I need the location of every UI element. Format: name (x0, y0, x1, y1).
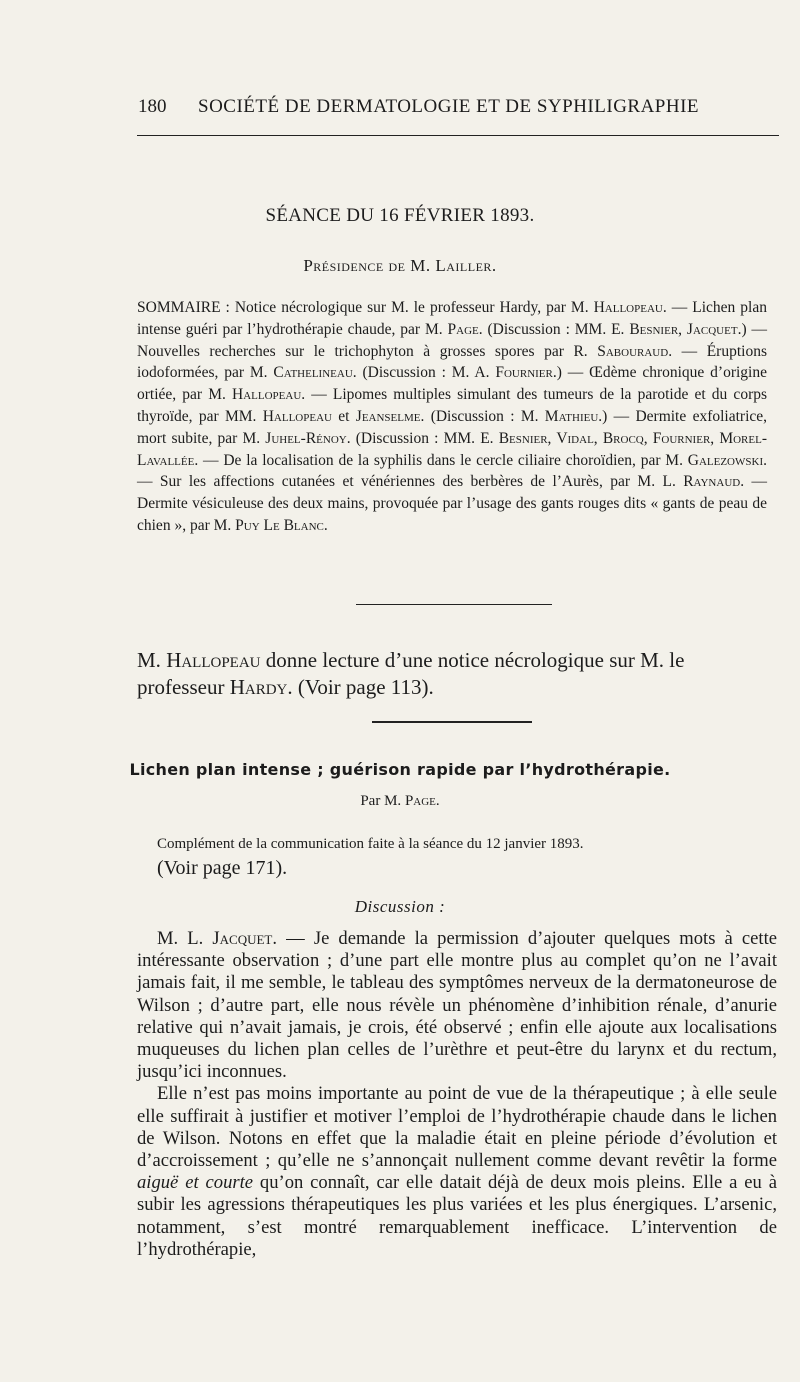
discussion-paragraph-1: M. L. Jacquet. — Je demande la permission d’ajouter quelques mots à cette intéressante observation ; d’une part elle montre plus au complet qu’on ne l’avait jamais fait, il me semble, le tableau des symptômes nerveux de la dermatoneurose de Wilson ; d’autre part, elle nous révèle un phénomène d’inhibition rénale, d’anurie relative qui n’avait jamais, je crois, été observé ; enfin elle ajoute aux localisations muqueuses du lichen plan celles de l’urèthre et peut-être du larynx et du rectum, jusqu’ici inconnues. (137, 928, 778, 1083)
hallopeau-notice-paragraph: M. Hallopeau donne lecture d’une notice nécrologique sur M. le professeur Hardy. (Voir page 113). (137, 648, 685, 699)
article-byline: Par M. Page. (360, 793, 440, 809)
section-divider (356, 604, 552, 605)
section-divider-2 (372, 721, 532, 723)
article-title: Lichen plan intense ; guérison rapide par l’hydrothérapie. (129, 760, 671, 779)
seance-heading: SÉANCE DU 16 FÉVRIER 1893. (265, 205, 535, 226)
header-rule (137, 135, 779, 136)
page-reference: (Voir page 171). (157, 857, 288, 879)
running-title: SOCIÉTÉ DE DERMATOLOGIE ET DE SYPHILIGRAPHIE (198, 96, 700, 117)
presidence-line: Présidence de M. Lailler. (303, 256, 497, 275)
discussion-body (137, 928, 777, 1261)
discussion-paragraph-2: Elle n’est pas moins importante au point de vue de la thérapeutique ; à elle seule elle suffirait à justifier et motiver l’emploi de l’hydrothérapie chaude dans le lichen de Wilson. Notons en effet que la maladie était en pleine période d’évolution et d’accroissement ; qu’elle ne s’annonçait nullement comme devant revêtir la forme aiguë et courte qu’on connaît, car elle datait déjà de deux mois pleins. Elle a eu à subir les agressions thérapeutiques les plus variées et les plus énergiques. L’arsenic, notamment, s’est montré remarquablement inefficace. L’intervention de l’hydrothérapie, (137, 1083, 777, 1260)
sommaire-summary: SOMMAIRE : Notice nécrologique sur M. le professeur Hardy, par M. Hallopeau. — Lichen plan intense guéri par l’hydrothérapie chaude, par M. Page. (Discussion : MM. E. Besnier, Jacquet.) — Nouvelles recherches sur le trichophyton à grosses spores par R. Sabouraud. — Éruptions iodoformées, par M. Cathelineau. (Discussion : M. A. Fournier.) — Œdème chronique d’origine ortiée, par M. Hallopeau. — Lipomes multiples simulant des tumeurs de la parotide et du corps thyroïde, par MM. Hallopeau et Jeanselme. (Discussion : M. Mathieu.) — Dermite exfoliatrice, mort subite, par M. Juhel-Rénoy. (Discussion : MM. E. Besnier, Vidal, Brocq, Fournier, Morel-Lavallée. — De la localisation de la syphilis dans le cercle ciliaire choroïdien, par M. Galezowski. — Sur les affections cutanées et vénériennes des berbères de l’Aurès, par M. L. Raynaud. — Dermite vésiculeuse des deux mains, provoquée par l’usage des gants rouges dits « gants de peau de chien », par M. Puy Le Blanc. (137, 299, 768, 534)
page-number: 180 (138, 96, 167, 117)
discussion-heading: Discussion : (354, 897, 446, 916)
complement-note: Complément de la communication faite à la séance du 12 janvier 1893. (157, 836, 584, 852)
